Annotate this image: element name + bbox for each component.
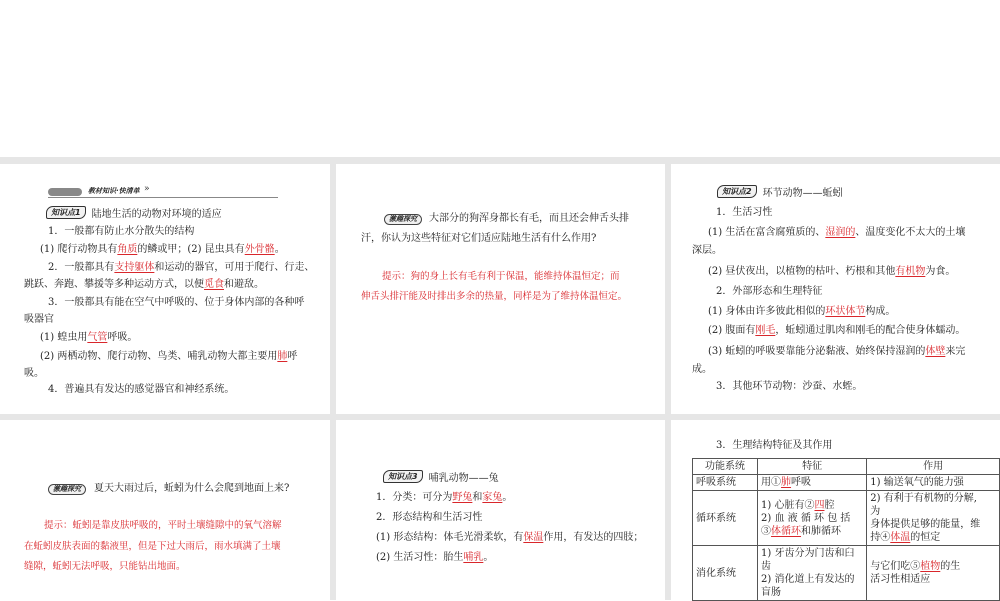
column-header: 特征 xyxy=(758,459,867,475)
line xyxy=(708,305,895,319)
answer: 环状体节 xyxy=(825,306,866,317)
knowledge-point-2 xyxy=(717,184,843,198)
table-cell: 循环系统 xyxy=(693,491,758,546)
answer: 野兔 xyxy=(452,492,473,503)
table-cell: 1) 输送氧气的能力强 xyxy=(867,475,1000,491)
line xyxy=(40,331,137,345)
column-separator-2 xyxy=(665,164,671,600)
text: (1) 蝗虫用 xyxy=(40,332,88,343)
table-cell: 呼吸系统 xyxy=(693,475,758,491)
line xyxy=(376,491,512,505)
line: 2．形态结构和生活习性 xyxy=(376,512,483,523)
question-line: 夏天大雨过后，蚯蚓为什么会爬到地面上来? xyxy=(94,483,290,494)
hint-line: 伸舌头排汗能及时排出多余的热量，同样是为了维持体温恒定。 xyxy=(361,291,628,302)
line: 4．普遍具有发达的感觉器官和神经系统。 xyxy=(48,384,235,395)
answer: 有机物 xyxy=(895,266,926,277)
answer: 四 xyxy=(814,499,825,511)
line: 2．外部形态和生理特征 xyxy=(716,286,823,297)
line xyxy=(708,226,965,240)
text: (1) 生活在富含腐殖质的、 xyxy=(708,227,826,238)
kp-tag: 知识点3 xyxy=(383,470,423,483)
text: 和 xyxy=(472,492,483,503)
line xyxy=(48,261,314,275)
text: ，蚯蚓通过肌肉和刚毛的配合使身体蠕动。 xyxy=(775,325,966,336)
answer: 湿润的 xyxy=(825,227,856,238)
text: (2) 腹面有 xyxy=(708,325,756,336)
list-header xyxy=(48,186,278,198)
text: (1) 形态结构：体毛光滑柔软，有 xyxy=(376,532,524,543)
text: 、温度变化不太大的土壤 xyxy=(855,227,966,238)
table-cell xyxy=(758,475,867,491)
text: 的恒定 xyxy=(910,532,941,543)
hint-line: 提示：狗的身上长有毛有利于保温，能维持体温恒定；而 xyxy=(382,271,620,282)
kp-title: 哺乳动物——兔 xyxy=(428,472,499,484)
text: 持④ xyxy=(870,532,891,543)
text: 跳跃、奔跑、攀援等多种运动方式，以便 xyxy=(24,279,204,290)
text: (1) 爬行动物具有 xyxy=(40,244,118,255)
text: 的鳞或甲；(2) 昆虫具有 xyxy=(137,244,245,255)
table-row xyxy=(693,491,1000,546)
kp-tag: 知识点2 xyxy=(717,185,757,198)
text: 活习性相适应 xyxy=(870,574,931,585)
answer: 家兔 xyxy=(482,492,503,503)
text: 身体提供足够的能量，维 xyxy=(870,519,981,530)
text: (3) 蚯蚓的呼吸要靠能分泌黏液、始终保持湿润的 xyxy=(708,346,926,357)
answer: 外骨骼 xyxy=(244,244,275,255)
text: 1．分类：可分为 xyxy=(376,492,453,503)
text: 作用，有发达的四肢； xyxy=(543,532,644,543)
header-badge-icon xyxy=(48,187,84,197)
structure-function-table xyxy=(692,458,1000,601)
column-header: 功能系统 xyxy=(693,459,758,475)
line: 1．生活习性 xyxy=(716,207,773,218)
column-separator-1 xyxy=(330,164,336,600)
line: 深层。 xyxy=(692,245,722,256)
kp-tag: 知识点1 xyxy=(46,206,86,219)
header-underline xyxy=(48,197,278,198)
table-header-row xyxy=(693,459,1000,475)
text: (1) 身体由许多彼此相似的 xyxy=(708,306,826,317)
line xyxy=(376,531,643,545)
text: 。 xyxy=(483,552,494,563)
knowledge-point-3 xyxy=(383,469,499,483)
line xyxy=(40,350,297,364)
text: 。 xyxy=(274,244,285,255)
table-heading: 3．生理结构特征及其作用 xyxy=(716,440,833,451)
answer: 角质 xyxy=(117,244,138,255)
header-chevron-icon: » xyxy=(144,184,150,194)
answer: 体循环 xyxy=(771,525,802,537)
line: 1．一般都有防止水分散失的结构 xyxy=(48,226,195,237)
text: 来完 xyxy=(945,346,966,357)
line: 吸。 xyxy=(24,368,44,379)
answer: 支持躯体 xyxy=(114,262,155,273)
answer: 保温 xyxy=(523,532,544,543)
table-row xyxy=(693,475,1000,491)
explore-tag: 激趣探究 xyxy=(384,214,422,225)
answer: 觅食 xyxy=(204,279,224,290)
middle-separator xyxy=(0,414,1000,420)
text: 为 xyxy=(870,506,881,517)
question-line: 大部分的狗浑身都长有毛，而且还会伸舌头排 xyxy=(429,213,629,224)
text: 呼吸 xyxy=(791,477,812,488)
text: (2) 生活习性：胎生 xyxy=(376,552,464,563)
line xyxy=(24,278,264,292)
text: 为食。 xyxy=(925,266,956,277)
text: 2) 消化道上有发达的盲肠 xyxy=(761,574,855,598)
answer: 哺乳 xyxy=(463,552,484,563)
table-cell xyxy=(758,546,867,601)
answer: 体温 xyxy=(890,532,911,543)
line: 成。 xyxy=(692,364,712,375)
top-separator xyxy=(0,157,1000,164)
hint-line: 在蚯蚓皮肤表面的黏液里，但是下过大雨后，雨水填满了土壤 xyxy=(24,541,281,552)
line xyxy=(708,345,965,359)
line xyxy=(708,265,955,279)
text: 。 xyxy=(502,492,513,503)
column-header: 作用 xyxy=(867,459,1000,475)
text: 1) 心脏有② xyxy=(761,499,815,511)
text: 和运动的器官，可用于爬行、行走、 xyxy=(154,262,315,273)
line: 3．一般都具有能在空气中呼吸的、位于身体内部的各种呼 xyxy=(48,297,305,308)
text: ③ xyxy=(761,525,772,537)
explore-tag: 激趣探究 xyxy=(48,484,86,495)
answer: 气管 xyxy=(87,332,108,343)
text: 2) 血 液 循 环 包 括 xyxy=(761,512,851,524)
answer: 肺 xyxy=(781,477,792,488)
answer: 刚毛 xyxy=(755,325,776,336)
text: 构成。 xyxy=(865,306,896,317)
line: 吸器官 xyxy=(24,314,54,325)
table-row xyxy=(693,546,1000,601)
text: 的生 xyxy=(940,561,961,572)
table-cell xyxy=(867,546,1000,601)
text: 和肺循环 xyxy=(801,525,842,537)
table-cell xyxy=(867,491,1000,546)
text: 呼吸。 xyxy=(107,332,138,343)
line: 3．其他环节动物：沙蚕、水蛭。 xyxy=(716,381,863,392)
text: 2) 有利于有机物的分解, xyxy=(870,493,977,504)
answer: 体壁 xyxy=(925,346,946,357)
answer: 肺 xyxy=(277,351,288,362)
line xyxy=(708,324,965,338)
answer: 植物 xyxy=(920,561,941,572)
table-cell xyxy=(758,491,867,546)
knowledge-point-1 xyxy=(46,205,222,219)
text: (2) 两栖动物、爬行动物、鸟类、哺乳动物大都主要用 xyxy=(40,351,278,362)
text: 和避敌。 xyxy=(224,279,264,290)
hint-line: 缝隙，蚯蚓无法呼吸，只能钻出地面。 xyxy=(24,561,186,572)
line xyxy=(376,551,493,565)
text: 与它们吃⑤ xyxy=(870,561,921,572)
table-cell: 消化系统 xyxy=(693,546,758,601)
text: 1) 牙齿分为门齿和臼齿 xyxy=(761,548,855,572)
question-line: 汗，你认为这些特征对它们适应陆地生活有什么作用? xyxy=(361,233,597,244)
text: 腔 xyxy=(824,499,835,511)
kp-title: 陆地生活的动物对环境的适应 xyxy=(91,208,222,220)
kp-title: 环节动物——蚯蚓 xyxy=(762,187,843,199)
text: 用① xyxy=(761,477,782,488)
text: (2) 昼伏夜出，以植物的枯叶、朽根和其他 xyxy=(708,266,896,277)
text: 呼 xyxy=(287,351,298,362)
header-text: 教材知识·快清单 xyxy=(88,187,140,195)
hint-line: 提示：蚯蚓是靠皮肤呼吸的，平时土壤缝隙中的氧气溶解 xyxy=(44,520,282,531)
line xyxy=(40,243,285,257)
text: 2．一般都具有 xyxy=(48,262,115,273)
